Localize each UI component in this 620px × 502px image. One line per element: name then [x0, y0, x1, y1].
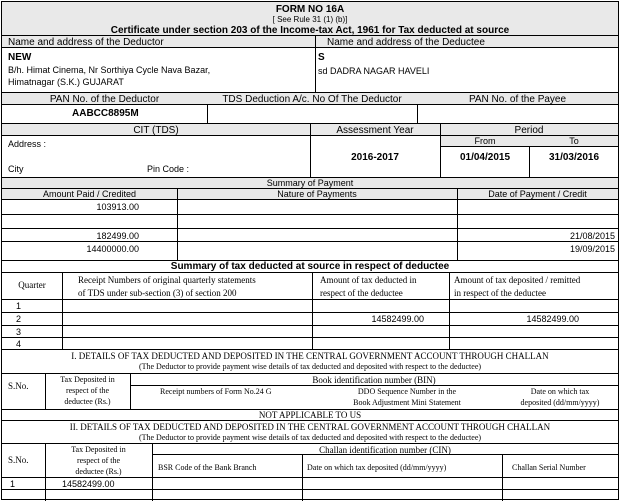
deductor-address-line1: B/h. Himat Cinema, Nr Sorthiya Cycle Nava Bazar,	[8, 65, 211, 75]
tax-deposited-value: 14582499.00	[526, 314, 579, 324]
payment-col-nature: Nature of Payments	[277, 189, 357, 199]
section1-col-bin: Book identification number (BIN)	[312, 375, 436, 385]
section2-tax-value: 14582499.00	[62, 479, 115, 489]
section2-col-date: Date on which tax deposited (dd/mm/yyyy)	[307, 463, 447, 472]
quarter-number: 1	[16, 301, 22, 311]
pincode-label: Pin Code :	[147, 164, 190, 174]
tax-deducted-value: 14582499.00	[371, 314, 424, 324]
payment-amount: 14400000.00	[86, 244, 139, 254]
deductee-label: Name and address of the Deductee	[327, 37, 485, 48]
tds-col-deducted-line1: Amount of tax deducted in	[320, 275, 417, 285]
payment-amount: 182499.00	[96, 231, 139, 241]
tds-account-label: TDS Deduction A/c. No Of The Deductor	[222, 94, 402, 105]
table-row	[2, 300, 618, 312]
section2-col-sno: S.No.	[8, 455, 29, 465]
section2-title: II. DETAILS OF TAX DEDUCTED AND DEPOSITED IN THE CENTRAL GOVERNMENT ACCOUNT THROUGH CHALLAN	[69, 422, 551, 432]
pan-payee-label: PAN No. of the Payee	[468, 94, 567, 105]
period-to-label: To	[569, 136, 579, 146]
form-title: FORM NO 16A	[275, 4, 345, 15]
quarter-number: 4	[16, 339, 22, 349]
period-label: Period	[514, 125, 544, 136]
tds-col-quarter: Quarter	[18, 280, 46, 290]
section1-col-tax-line2: respect of the	[65, 386, 110, 395]
section1-title: I. DETAILS OF TAX DEDUCTED AND DEPOSITED IN THE CENTRAL GOVERNMENT ACCOUNT THROUGH CHALLAN	[71, 351, 549, 361]
section2-col-tax-line1: Tax Deposited in	[71, 445, 126, 454]
payment-summary-title: Summary of Payment	[266, 178, 354, 188]
pan-deductor-value: AABCC8895M	[72, 108, 139, 119]
section1-col-tax-line3: deductee (Rs.)	[64, 397, 111, 406]
not-applicable-note: NOT APPLICABLE TO US	[258, 410, 362, 420]
tds-col-receipt-line1: Receipt Numbers of original quarterly statements	[78, 275, 256, 285]
rule-reference: [ See Rule 31 (1) (b)]	[272, 15, 348, 24]
section1-col-receipt: Receipt numbers of Form No.24 G	[160, 387, 272, 396]
table-row	[2, 215, 618, 228]
period-from-value: 01/04/2015	[459, 152, 511, 163]
section2-col-bsr: BSR Code of the Bank Branch	[158, 463, 257, 472]
table-row	[2, 229, 618, 241]
city-label: City	[8, 164, 24, 174]
quarter-number: 3	[16, 327, 22, 337]
tds-col-deposited-line1: Amount of tax deposited / remitted	[454, 275, 581, 285]
period-to-value: 31/03/2016	[548, 152, 600, 163]
deductor-name: NEW	[8, 52, 32, 63]
form-16a-document	[1, 1, 619, 500]
section1-col-date-line1: Date on which tax	[530, 387, 590, 396]
section1-col-date-line2: deposited (dd/mm/yyyy)	[520, 398, 600, 407]
deductor-address-line2: Himatnagar (S.K.) GUJARAT	[8, 77, 124, 87]
tds-col-deducted-line2: respect of the deductee	[320, 288, 403, 298]
payment-col-amount: Amount Paid / Credited	[42, 189, 137, 199]
deductor-label: Name and address of the Deductor	[8, 37, 164, 48]
section1-col-tax-line1: Tax Deposited in	[60, 375, 115, 384]
section1-subtitle: (The Deductor to provide payment wise details of tax deducted and deposited with respect to the deductee)	[138, 362, 482, 371]
section1-col-ddo-line1: DDO Sequence Number in the	[357, 387, 457, 396]
section2-col-serial: Challan Serial Number	[512, 463, 586, 472]
pan-deductor-label: PAN No. of the Deductor	[49, 94, 160, 105]
payment-date: 19/09/2015	[569, 244, 615, 254]
payment-col-date: Date of Payment / Credit	[488, 189, 587, 199]
section1-col-sno: S.No.	[8, 381, 29, 391]
deductee-name: S	[318, 52, 325, 63]
period-from-label: From	[474, 136, 496, 146]
table-row	[2, 478, 618, 489]
tds-col-deposited-line2: in respect of the deductee	[454, 288, 546, 298]
tds-col-receipt-line2: of TDS under sub-section (3) of section 200	[78, 288, 237, 298]
assessment-year-value: 2016-2017	[351, 152, 399, 163]
cit-address-label: Address :	[8, 139, 47, 149]
payment-amount: 103913.00	[96, 202, 139, 212]
section2-col-tax-line3: deductee (Rs.)	[75, 467, 122, 476]
table-row	[2, 313, 618, 325]
deductee-address: sd DADRA NAGAR HAVELI	[318, 66, 430, 76]
table-row	[2, 242, 618, 254]
section2-col-tax-line2: respect of the	[76, 456, 121, 465]
tds-summary-title: Summary of tax deducted at source in respect of deductee	[170, 261, 450, 272]
section1-col-ddo-line2: Book Adjustment Mini Statement	[353, 398, 461, 407]
table-row	[2, 326, 618, 337]
certificate-title: Certificate under section 203 of the Income-tax Act, 1961 for Tax deducted at source	[110, 25, 510, 36]
section2-subtitle: (The Deductor to provide payment wise details of tax deducted and deposited with respect to the deductee)	[138, 433, 482, 442]
assessment-year-label: Assessment Year	[336, 125, 414, 136]
cit-label: CIT (TDS)	[133, 125, 179, 136]
table-row	[2, 199, 618, 214]
quarter-number: 2	[16, 314, 22, 324]
payment-date: 21/08/2015	[569, 231, 615, 241]
section2-col-cin: Challan identification number (CIN)	[319, 445, 451, 455]
table-row	[2, 338, 618, 349]
section2-sno: 1	[10, 479, 16, 489]
